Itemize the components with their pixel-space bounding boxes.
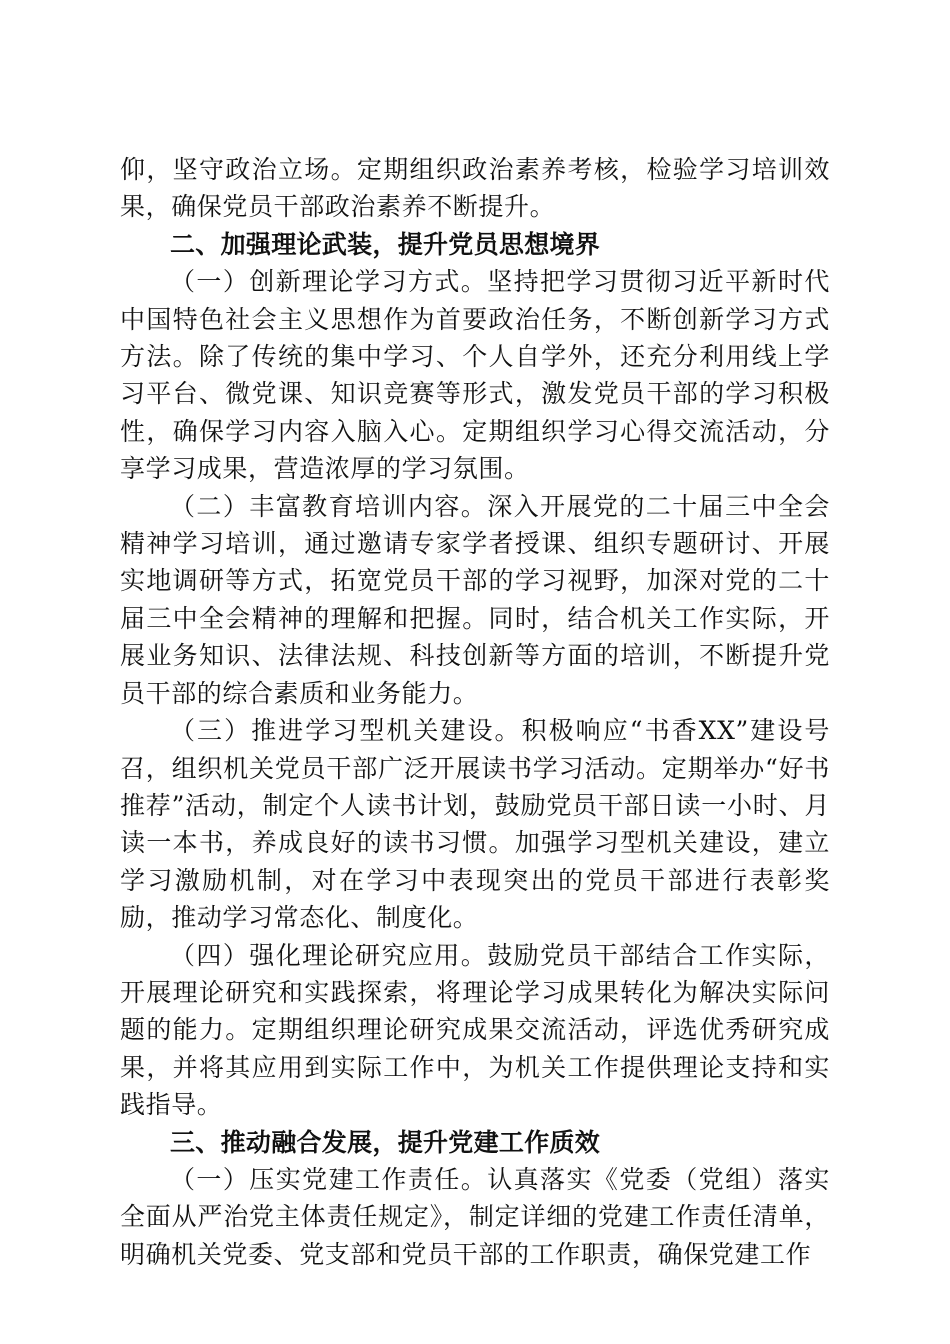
paragraph-2-2: （二）丰富教育培训内容。深入开展党的二十届三中全会精神学习培训，通过邀请专家学者授课、组织专题研讨、开展实地调研等方式，拓宽党员干部的学习视野，加深对党的二十届三中全会精神的理解和把握。同时，结合机关工作实际，开展业务知识、法律法规、科技创新等方面的培训，不断提升党员干部的综合素质和业务能力。 [120,491,830,708]
paragraph-continuation: 仰，坚守政治立场。定期组织政治素养考核，检验学习培训效果，确保党员干部政治素养不断提升。 [120,155,830,222]
section-heading-3: 三、推动融合发展，提升党建工作质效 [170,1127,601,1157]
paragraph-3-1: （一）压实党建工作责任。认真落实《党委（党组）落实全面从严治党主体责任规定》，制定详细的党建工作责任清单，明确机关党委、党支部和党员干部的工作职责，确保党建工作 [120,1164,830,1269]
paragraph-2-4: （四）强化理论研究应用。鼓励党员干部结合工作实际，开展理论研究和实践探索，将理论学习成果转化为解决实际问题的能力。定期组织理论研究成果交流活动，评选优秀研究成果，并将其应用到实际工作中，为机关工作提供理论支持和实践指导。 [120,940,830,1120]
paragraph-2-1: （一）创新理论学习方式。坚持把学习贯彻习近平新时代中国特色社会主义思想作为首要政治任务，不断创新学习方式方法。除了传统的集中学习、个人自学外，还充分利用线上学习平台、微党课、知识竞赛等形式，激发党员干部的学习积极性，确保学习内容入脑入心。定期组织学习心得交流活动，分享学习成果，营造浓厚的学习氛围。 [120,267,830,484]
document-body [120,151,830,1273]
section-heading-2: 二、加强理论武装，提升党员思想境界 [170,229,601,259]
paragraph-2-3: （三）推进学习型机关建设。积极响应“书香XX”建设号召，组织机关党员干部广泛开展读书学习活动。定期举办“好书推荐”活动，制定个人读书计划，鼓励党员干部日读一小时、月读一本书，养成良好的读书习惯。加强学习型机关建设，建立学习激励机制，对在学习中表现突出的党员干部进行表彰奖励，推动学习常态化、制度化。 [120,716,830,933]
